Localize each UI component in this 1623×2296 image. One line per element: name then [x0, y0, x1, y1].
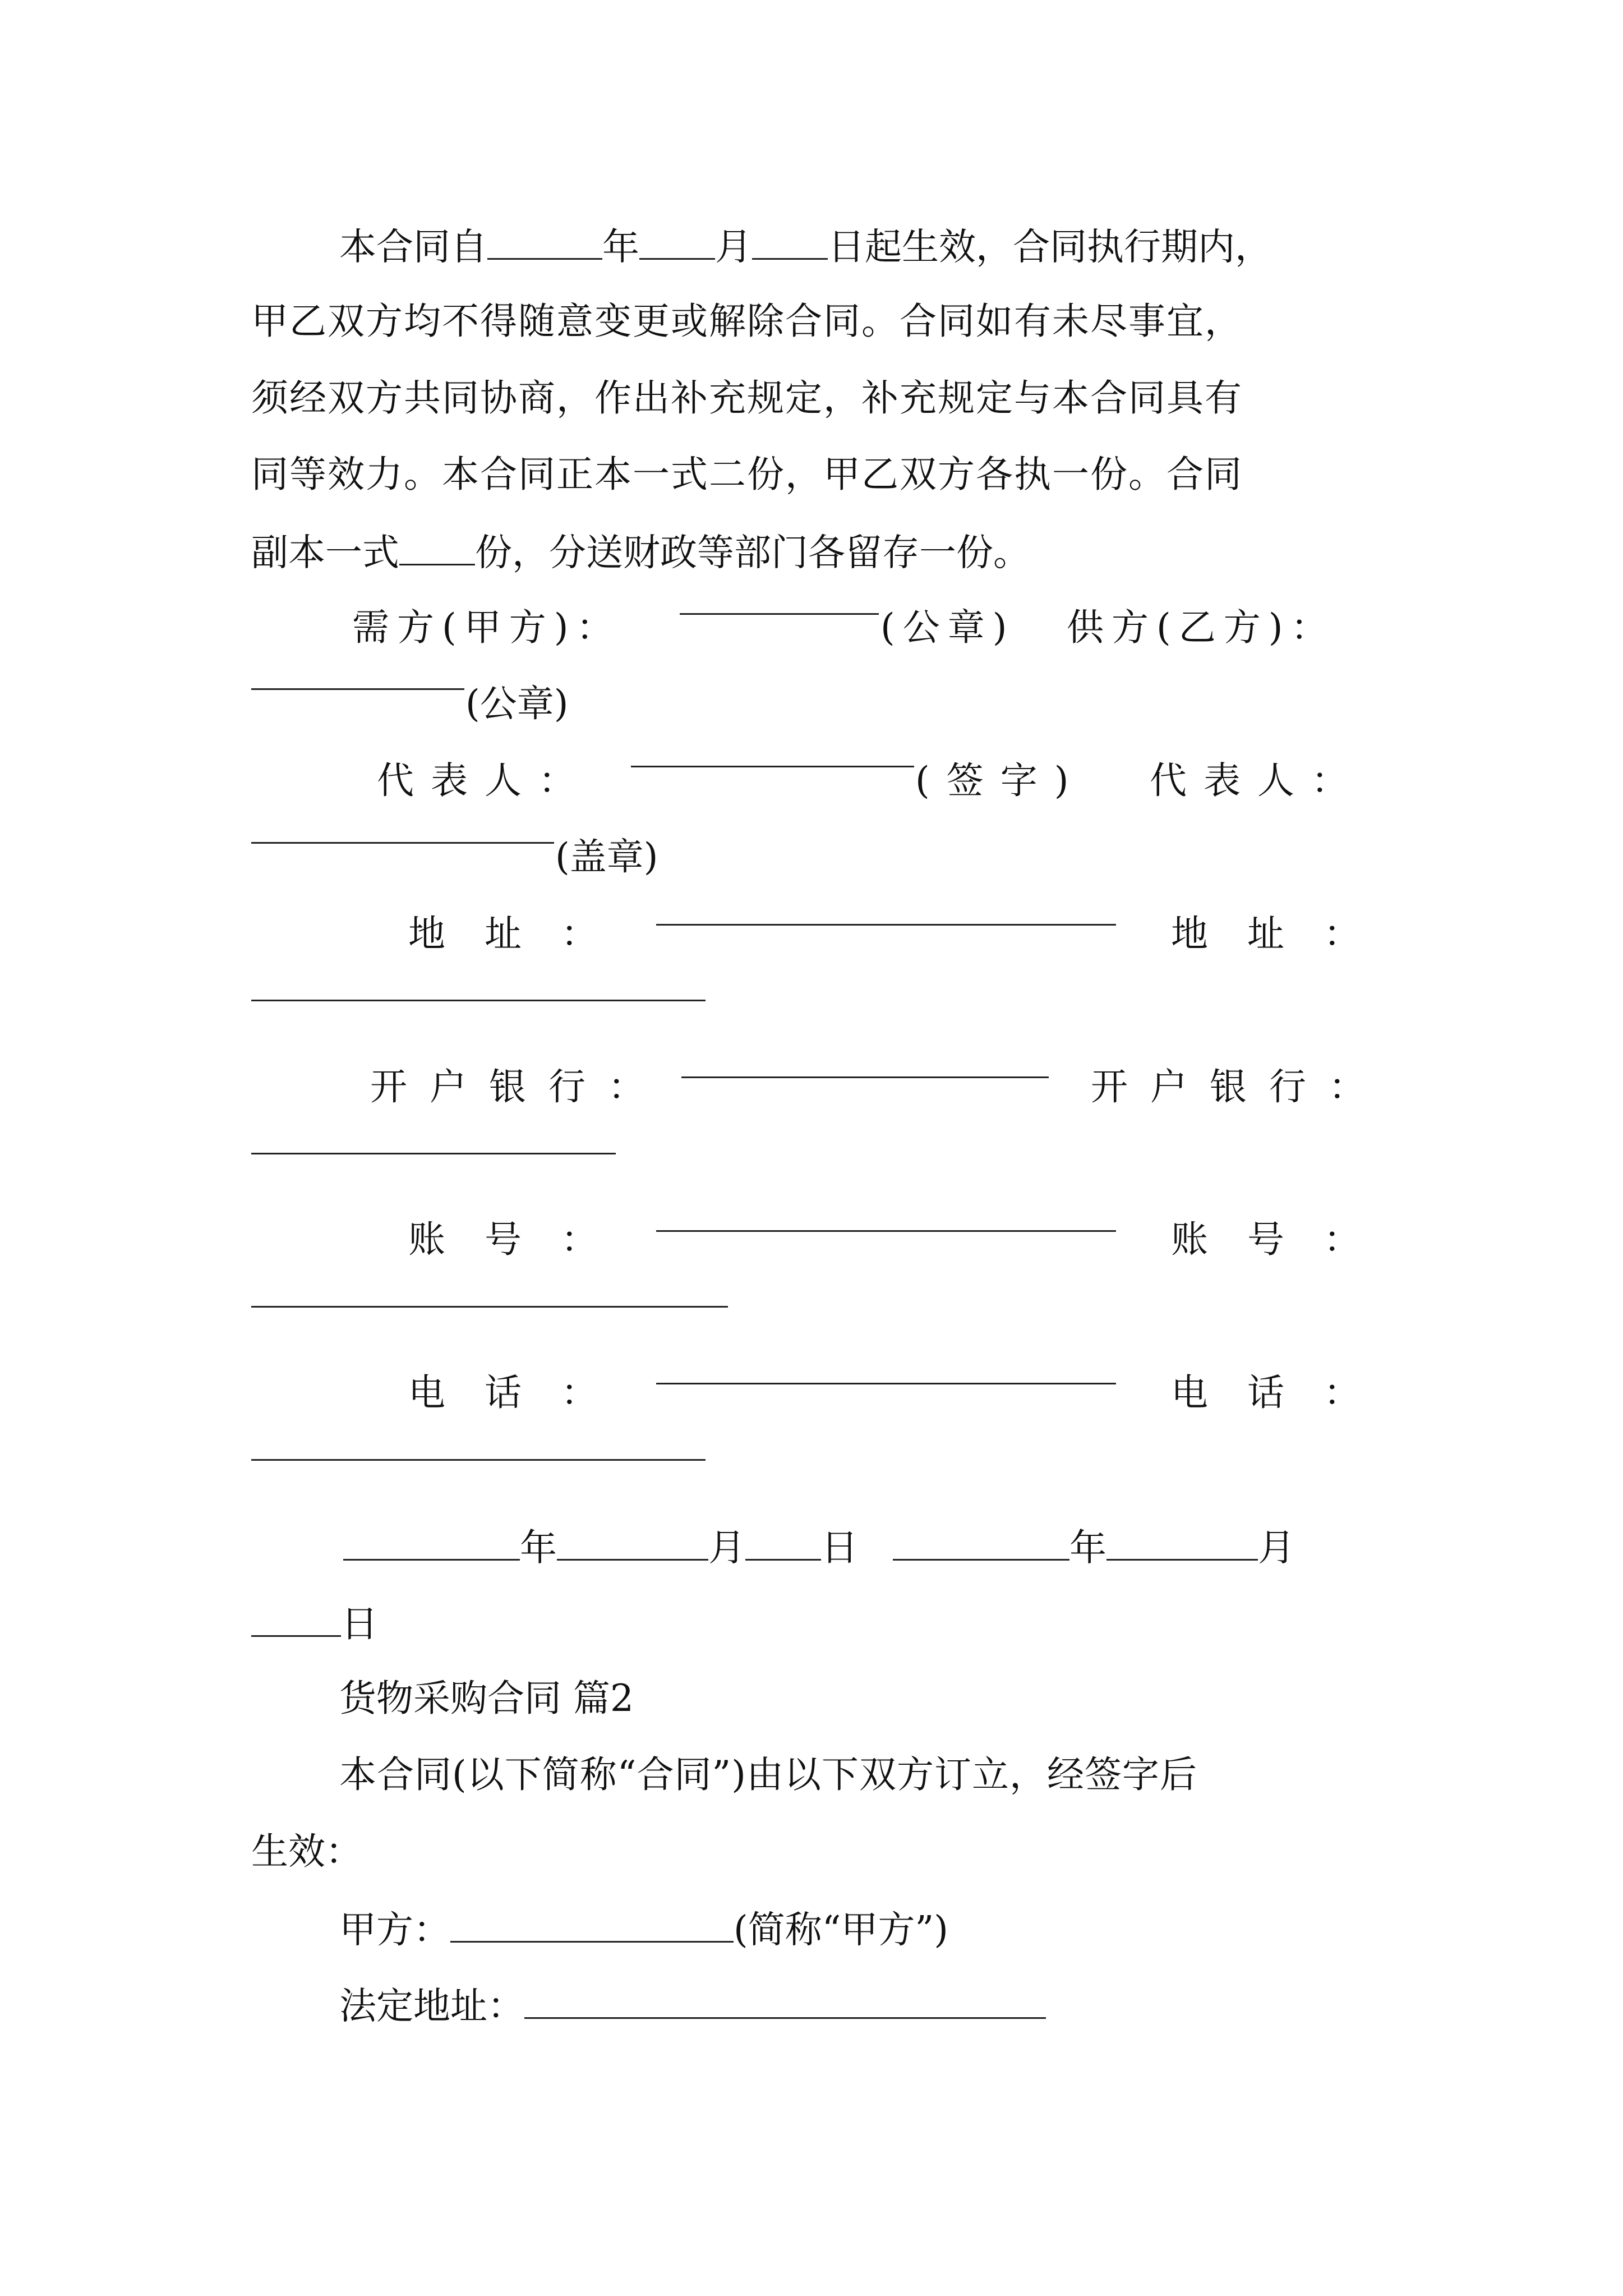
text-segment: 年 [602, 225, 639, 269]
text-segment: 份，分送财政等部门各留存一份。 [475, 531, 1030, 574]
bank-label-2: 开户银行： [1091, 1065, 1388, 1108]
seal-label: (公章) [880, 606, 1015, 649]
phone-blank [656, 1374, 1116, 1384]
sign-label: (签字) [915, 759, 1086, 802]
text-segment: 副本一式 [251, 531, 399, 574]
account-label: 账号： [408, 1218, 637, 1261]
blank-line [251, 1600, 341, 1637]
bank-blank [681, 1068, 1049, 1078]
date-line [343, 1524, 1295, 1571]
blank-line [524, 1982, 1046, 2019]
blank-line [752, 223, 828, 260]
party-a-label: 甲方： [339, 1908, 450, 1952]
para1-line3: 须经双方共同协商，作出补充规定，补充规定与本合同具有 [251, 376, 1243, 420]
day-label: 日 [341, 1602, 378, 1646]
phone-blank-2 [251, 1451, 706, 1461]
blank-line [893, 1524, 1069, 1561]
blank-line [557, 1524, 708, 1561]
account-blank-2 [251, 1297, 728, 1308]
demand-party-blank [680, 605, 879, 615]
address-blank [656, 915, 1116, 926]
representative-label-2: 代表人： [1150, 759, 1365, 802]
para1-line2: 甲乙双方均不得随意变更或解除合同。合同如有未尽事宜， [251, 300, 1243, 343]
blank-line [450, 1906, 734, 1943]
supply-party-label: 供方(乙方)： [1067, 606, 1336, 649]
account-blank [656, 1222, 1116, 1232]
text-segment: 日起生效，合同执行期内， [828, 225, 1272, 269]
blank-line [639, 223, 715, 260]
section-title: 货物采购合同 篇2 [339, 1677, 634, 1720]
phone-label: 电话： [408, 1371, 637, 1414]
para1-line5 [251, 528, 1030, 576]
year-label: 年 [1069, 1526, 1106, 1570]
para1-line1 [339, 223, 1272, 270]
blank-line [343, 1524, 520, 1561]
representative-blank-2 [251, 834, 554, 844]
address-label-2: 地址： [1171, 912, 1400, 955]
account-label-2: 账号： [1171, 1218, 1400, 1261]
bank-blank-2 [251, 1144, 616, 1154]
supply-party-blank [251, 680, 464, 690]
date-line-continued [251, 1600, 378, 1647]
bank-label: 开户银行： [370, 1065, 667, 1108]
phone-label-2: 电话： [1171, 1371, 1400, 1414]
section2-intro-line2: 生效： [251, 1830, 362, 1873]
blank-line [399, 528, 475, 565]
day-label: 日 [821, 1526, 858, 1570]
representative-label: 代表人： [377, 759, 592, 802]
year-label: 年 [520, 1526, 557, 1570]
seal-label: (公章) [465, 682, 569, 725]
blank-line [487, 223, 602, 260]
demand-party-label: 需方(甲方)： [352, 606, 621, 649]
blank-line [1106, 1524, 1258, 1561]
party-a-short-name: (简称“甲方”) [734, 1908, 948, 1952]
party-a-line [339, 1906, 948, 1953]
text-segment: 本合同自 [339, 225, 487, 269]
para1-line4: 同等效力。本合同正本一式二份，甲乙双方各执一份。合同 [251, 453, 1243, 496]
address-label: 地址： [408, 912, 637, 955]
address-blank-2 [251, 991, 706, 1001]
stamp-label: (盖章) [555, 835, 658, 878]
section2-intro-line1: 本合同(以下简称“合同”)由以下双方订立，经签字后 [339, 1753, 1197, 1796]
blank-line [745, 1524, 821, 1561]
month-label: 月 [1258, 1526, 1295, 1570]
legal-address-line [339, 1982, 1046, 2029]
month-label: 月 [708, 1526, 745, 1570]
representative-blank [631, 757, 914, 767]
text-segment: 月 [715, 225, 752, 269]
legal-address-label: 法定地址： [339, 1984, 524, 2028]
